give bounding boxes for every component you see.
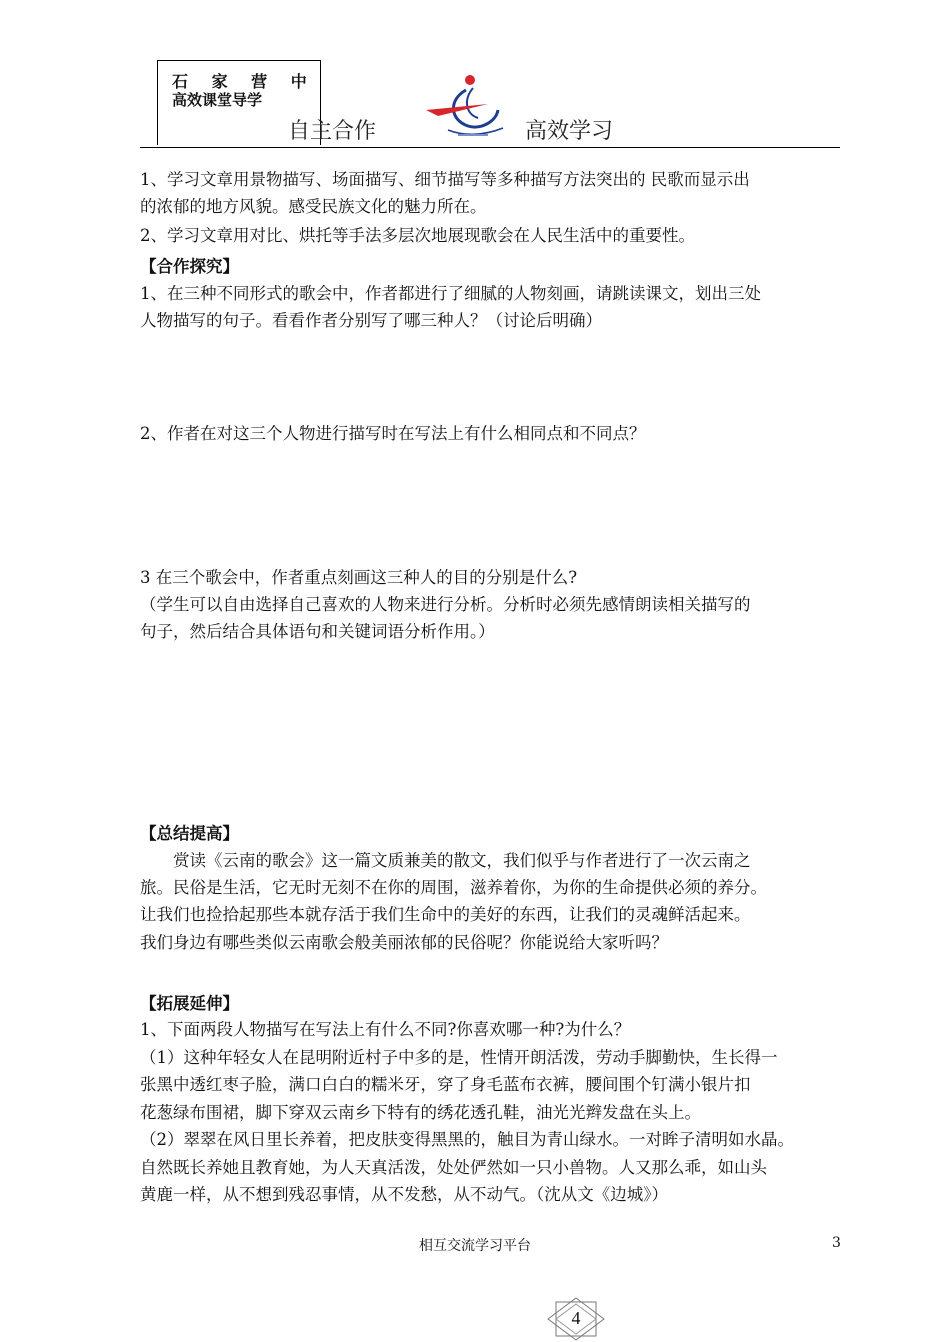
summary-line-4: 我们身边有哪些类似云南歌会般美丽浓郁的民俗呢？你能说给大家听吗？ (140, 933, 668, 952)
extension-line-2: （1）这种年轻女人在昆明附近村子中多的是，性情开朗活泼，劳动手脚勤快，生长得一 (140, 1048, 778, 1067)
extension-line-4: 花葱绿布围裙，脚下穿双云南乡下特有的绣花透孔鞋，油光光辫发盘在头上。 (140, 1103, 701, 1122)
question-3-line-2: （学生可以自由选择自己喜欢的人物来进行分析。分析时必须先感情朗读相关描写的 (140, 595, 751, 614)
question-1-line-2: 人物描写的句子。看看作者分别写了哪三种人？（讨论后明确） (140, 311, 602, 330)
school-name: 石 家 营 中 (172, 72, 316, 91)
school-subtitle: 高效课堂导学 (172, 91, 263, 109)
footer-text: 相互交流学习平台 (419, 1238, 531, 1254)
summary-line-3: 让我们也捡拾起那些本就存活于我们生命中的美好的东西，让我们的灵魂鲜活起来。 (140, 905, 751, 924)
page-number: 3 (832, 1235, 841, 1251)
extension-heading: 【拓展延伸】 (140, 994, 239, 1013)
school-logo (418, 70, 518, 142)
objective-line-3: 2、学习文章用对比、烘托等手法多层次地展现歌会在人民生活中的重要性。 (140, 226, 695, 245)
question-1-line-1: 1、在三种不同形式的歌会中，作者都进行了细腻的人物刻画，请跳读课文，划出三处 (140, 284, 761, 303)
extension-line-3: 张黑中透红枣子脸，满口白白的糯米牙，穿了身毛蓝布衣裤，腰间围个钉满小银片扣 (140, 1075, 751, 1094)
extension-line-5: （2）翠翠在风日里长养着，把皮肤变得黑黑的，触目为青山绿水。一对眸子清明如水晶。 (140, 1130, 794, 1149)
slogan-right: 高效学习 (525, 119, 614, 144)
question-3-line-3: 句子，然后结合具体语句和关键词语分析作用。） (140, 622, 495, 641)
summary-line-1: 赏读《云南的歌会》这一篇文质兼美的散文，我们似乎与作者进行了一次云南之 (140, 851, 751, 870)
summary-line-2: 旅。民俗是生活，它无时无刻不在你的周围，滋养着你，为你的生命提供必须的养分。 (140, 878, 767, 897)
badge-number: 4 (571, 1308, 581, 1328)
question-2: 2、作者在对这三个人物进行描写时在写法上有什么相同点和不同点？ (140, 424, 646, 443)
extension-line-6: 自然既长养她且教育她，为人天真活泼，处处俨然如一只小兽物。人又那么乖，如山头 (140, 1158, 767, 1177)
cooperation-heading: 【合作探究】 (140, 257, 239, 276)
extension-line-1: 1、下面两段人物描写在写法上有什么不同?你喜欢哪一种?为什么？ (140, 1020, 631, 1039)
slogan-left: 自主合作 (288, 119, 377, 144)
summary-heading: 【总结提高】 (140, 824, 239, 843)
extension-line-7: 黄鹿一样，从不想到残忍事情，从不发愁，从不动气。（沈从文《边城》） (140, 1185, 668, 1204)
header-divider (140, 147, 840, 148)
objective-line-1: 1、学习文章用景物描写、场面描写、细节描写等多种描写方法突出的 民歌而显示出 (140, 170, 750, 189)
question-3-line-1: 3 在三个歌会中，作者重点刻画这三种人的目的分别是什么? (140, 568, 578, 587)
objective-line-2: 的浓郁的地方风貌。感受民族文化的魅力所在。 (140, 197, 487, 216)
